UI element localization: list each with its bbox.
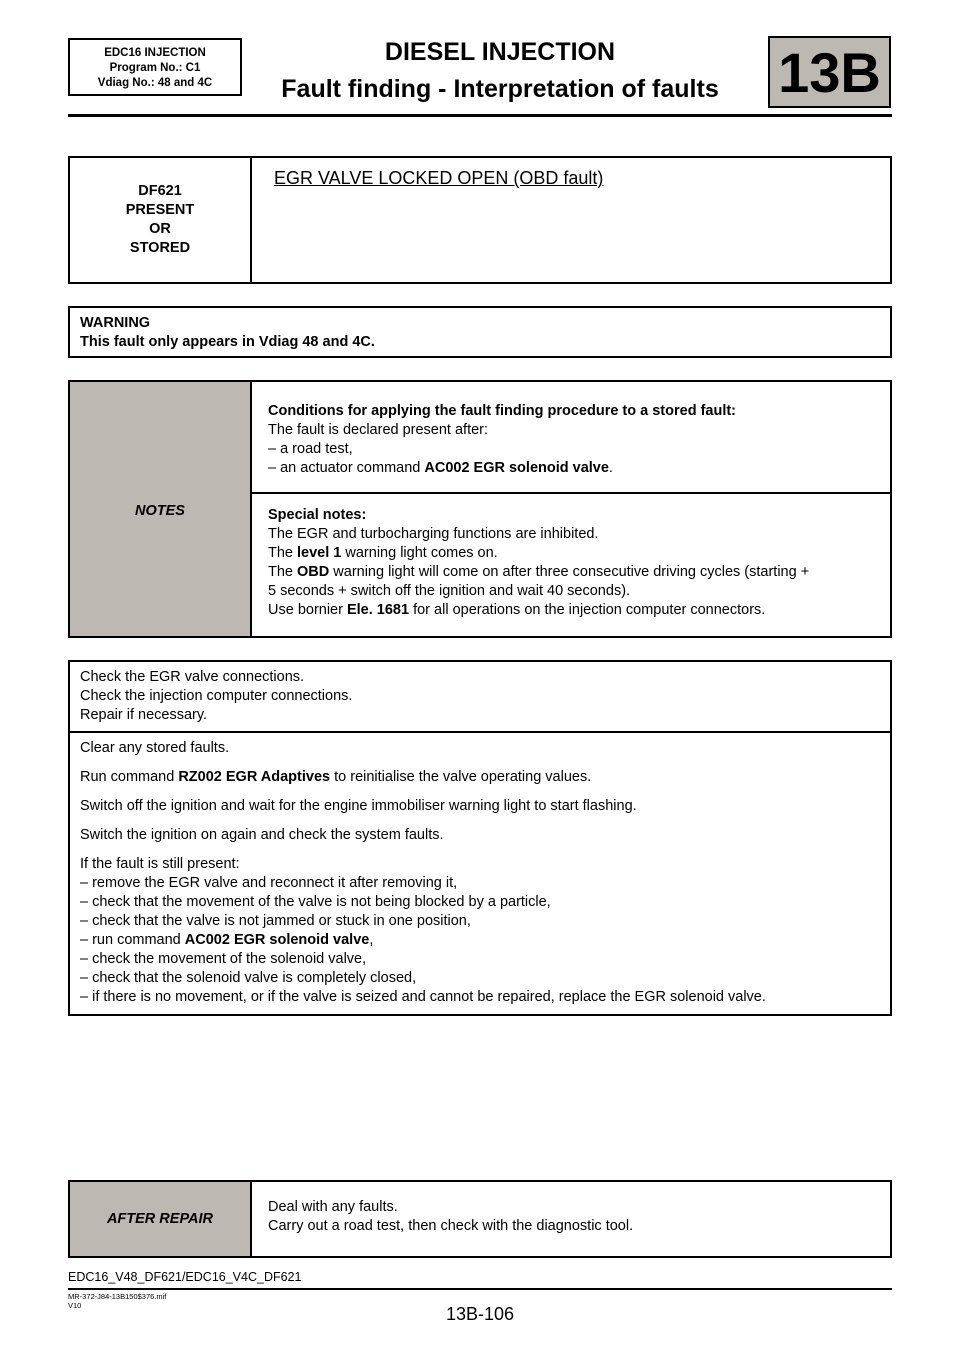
program-info-line1: EDC16 INJECTION xyxy=(104,47,206,59)
condition-item-road-test: – a road test, xyxy=(268,441,353,457)
connection-checks-box xyxy=(68,660,892,733)
conditions-heading: Conditions for applying the fault finding procedure to a stored fault: xyxy=(268,403,737,419)
procedure-step-5 xyxy=(80,855,880,1007)
special-heading: Special notes: xyxy=(268,507,367,523)
program-info-box xyxy=(68,38,242,96)
procedure-item-7: – if there is no movement, or if the valve is seized and cannot be repaired, replace the EGR solenoid valve. xyxy=(80,989,766,1005)
page-number: 13B-106 xyxy=(445,1304,515,1324)
after-repair-line-1: Deal with any faults. xyxy=(268,1199,398,1215)
procedure-item-4: – run command AC002 EGR solenoid valve, xyxy=(80,932,374,948)
footer-version: V10 xyxy=(68,1301,82,1310)
page-title: DIESEL INJECTION xyxy=(384,38,616,66)
special-line-2: The level 1 warning light comes on. xyxy=(268,545,498,561)
fault-reference: EDC16_V48_DF621/EDC16_V4C_DF621 xyxy=(68,1270,302,1284)
fault-title: EGR VALVE LOCKED OPEN (OBD fault) xyxy=(274,168,604,188)
special-line-1: The EGR and turbocharging functions are inhibited. xyxy=(268,526,599,542)
notes-label: NOTES xyxy=(135,503,185,519)
procedure-step-1: Clear any stored faults. xyxy=(80,740,230,756)
procedure-step-2: Run command RZ002 EGR Adaptives to reinitialise the valve operating values. xyxy=(80,769,592,785)
procedure-item-5: – check the movement of the solenoid valve, xyxy=(80,951,367,967)
special-line-5: Use bornier Ele. 1681 for all operations on the injection computer connectors. xyxy=(268,602,766,618)
procedure-item-2: – check that the movement of the valve is not being blocked by a particle, xyxy=(80,894,551,910)
procedure-item-1: – remove the EGR valve and reconnect it after removing it, xyxy=(80,875,458,891)
check-line-2: Check the injection computer connections. xyxy=(80,688,353,704)
procedure-step-3: Switch off the ignition and wait for the engine immobiliser warning light to start flashing. xyxy=(80,798,637,814)
after-repair-label: AFTER REPAIR xyxy=(106,1211,214,1227)
procedure-step-4: Switch the ignition on again and check the system faults. xyxy=(80,827,444,843)
footer-doc-info xyxy=(68,1292,166,1310)
procedure-item-6: – check that the solenoid valve is completely closed, xyxy=(80,970,417,986)
footer-divider xyxy=(68,1288,892,1290)
fault-title-cell xyxy=(250,156,892,284)
page-subtitle: Fault finding - Interpretation of faults xyxy=(281,75,719,103)
special-line-3: The OBD warning light will come on after three consecutive driving cycles (starting + xyxy=(268,564,810,580)
notes-label-cell xyxy=(68,380,252,638)
fault-state-or: OR xyxy=(149,221,171,237)
warning-heading: WARNING xyxy=(80,315,151,331)
header-divider xyxy=(68,114,892,117)
conditions-intro: The fault is declared present after: xyxy=(268,422,489,438)
procedure-step-5-intro: If the fault is still present: xyxy=(80,856,240,872)
program-info-line3: Vdiag No.: 48 and 4C xyxy=(97,77,213,89)
condition-item-actuator: – an actuator command AC002 EGR solenoid valve. xyxy=(268,460,613,476)
fault-code-cell xyxy=(68,156,252,284)
footer-doc-id: MR-372-J84-13B150$376.mif xyxy=(68,1292,167,1301)
warning-box xyxy=(68,306,892,358)
fault-state-stored: STORED xyxy=(129,240,191,256)
notes-special-cell xyxy=(250,492,892,638)
check-line-3: Repair if necessary. xyxy=(80,707,208,723)
procedure-item-3: – check that the valve is not jammed or stuck in one position, xyxy=(80,913,471,929)
after-repair-content-cell xyxy=(250,1180,892,1258)
section-code-badge: 13B xyxy=(768,36,891,108)
fault-state-present: PRESENT xyxy=(125,202,195,218)
notes-conditions-cell xyxy=(250,380,892,494)
after-repair-line-2: Carry out a road test, then check with the diagnostic tool. xyxy=(268,1218,634,1234)
fault-code: DF621 xyxy=(138,183,182,199)
special-line-4: 5 seconds + switch off the ignition and wait 40 seconds). xyxy=(268,583,631,599)
after-repair-label-cell xyxy=(68,1180,252,1258)
program-info-line2: Program No.: C1 xyxy=(109,62,201,74)
check-line-1: Check the EGR valve connections. xyxy=(80,669,305,685)
procedure-box xyxy=(68,731,892,1016)
warning-text: This fault only appears in Vdiag 48 and 4C. xyxy=(80,334,375,350)
